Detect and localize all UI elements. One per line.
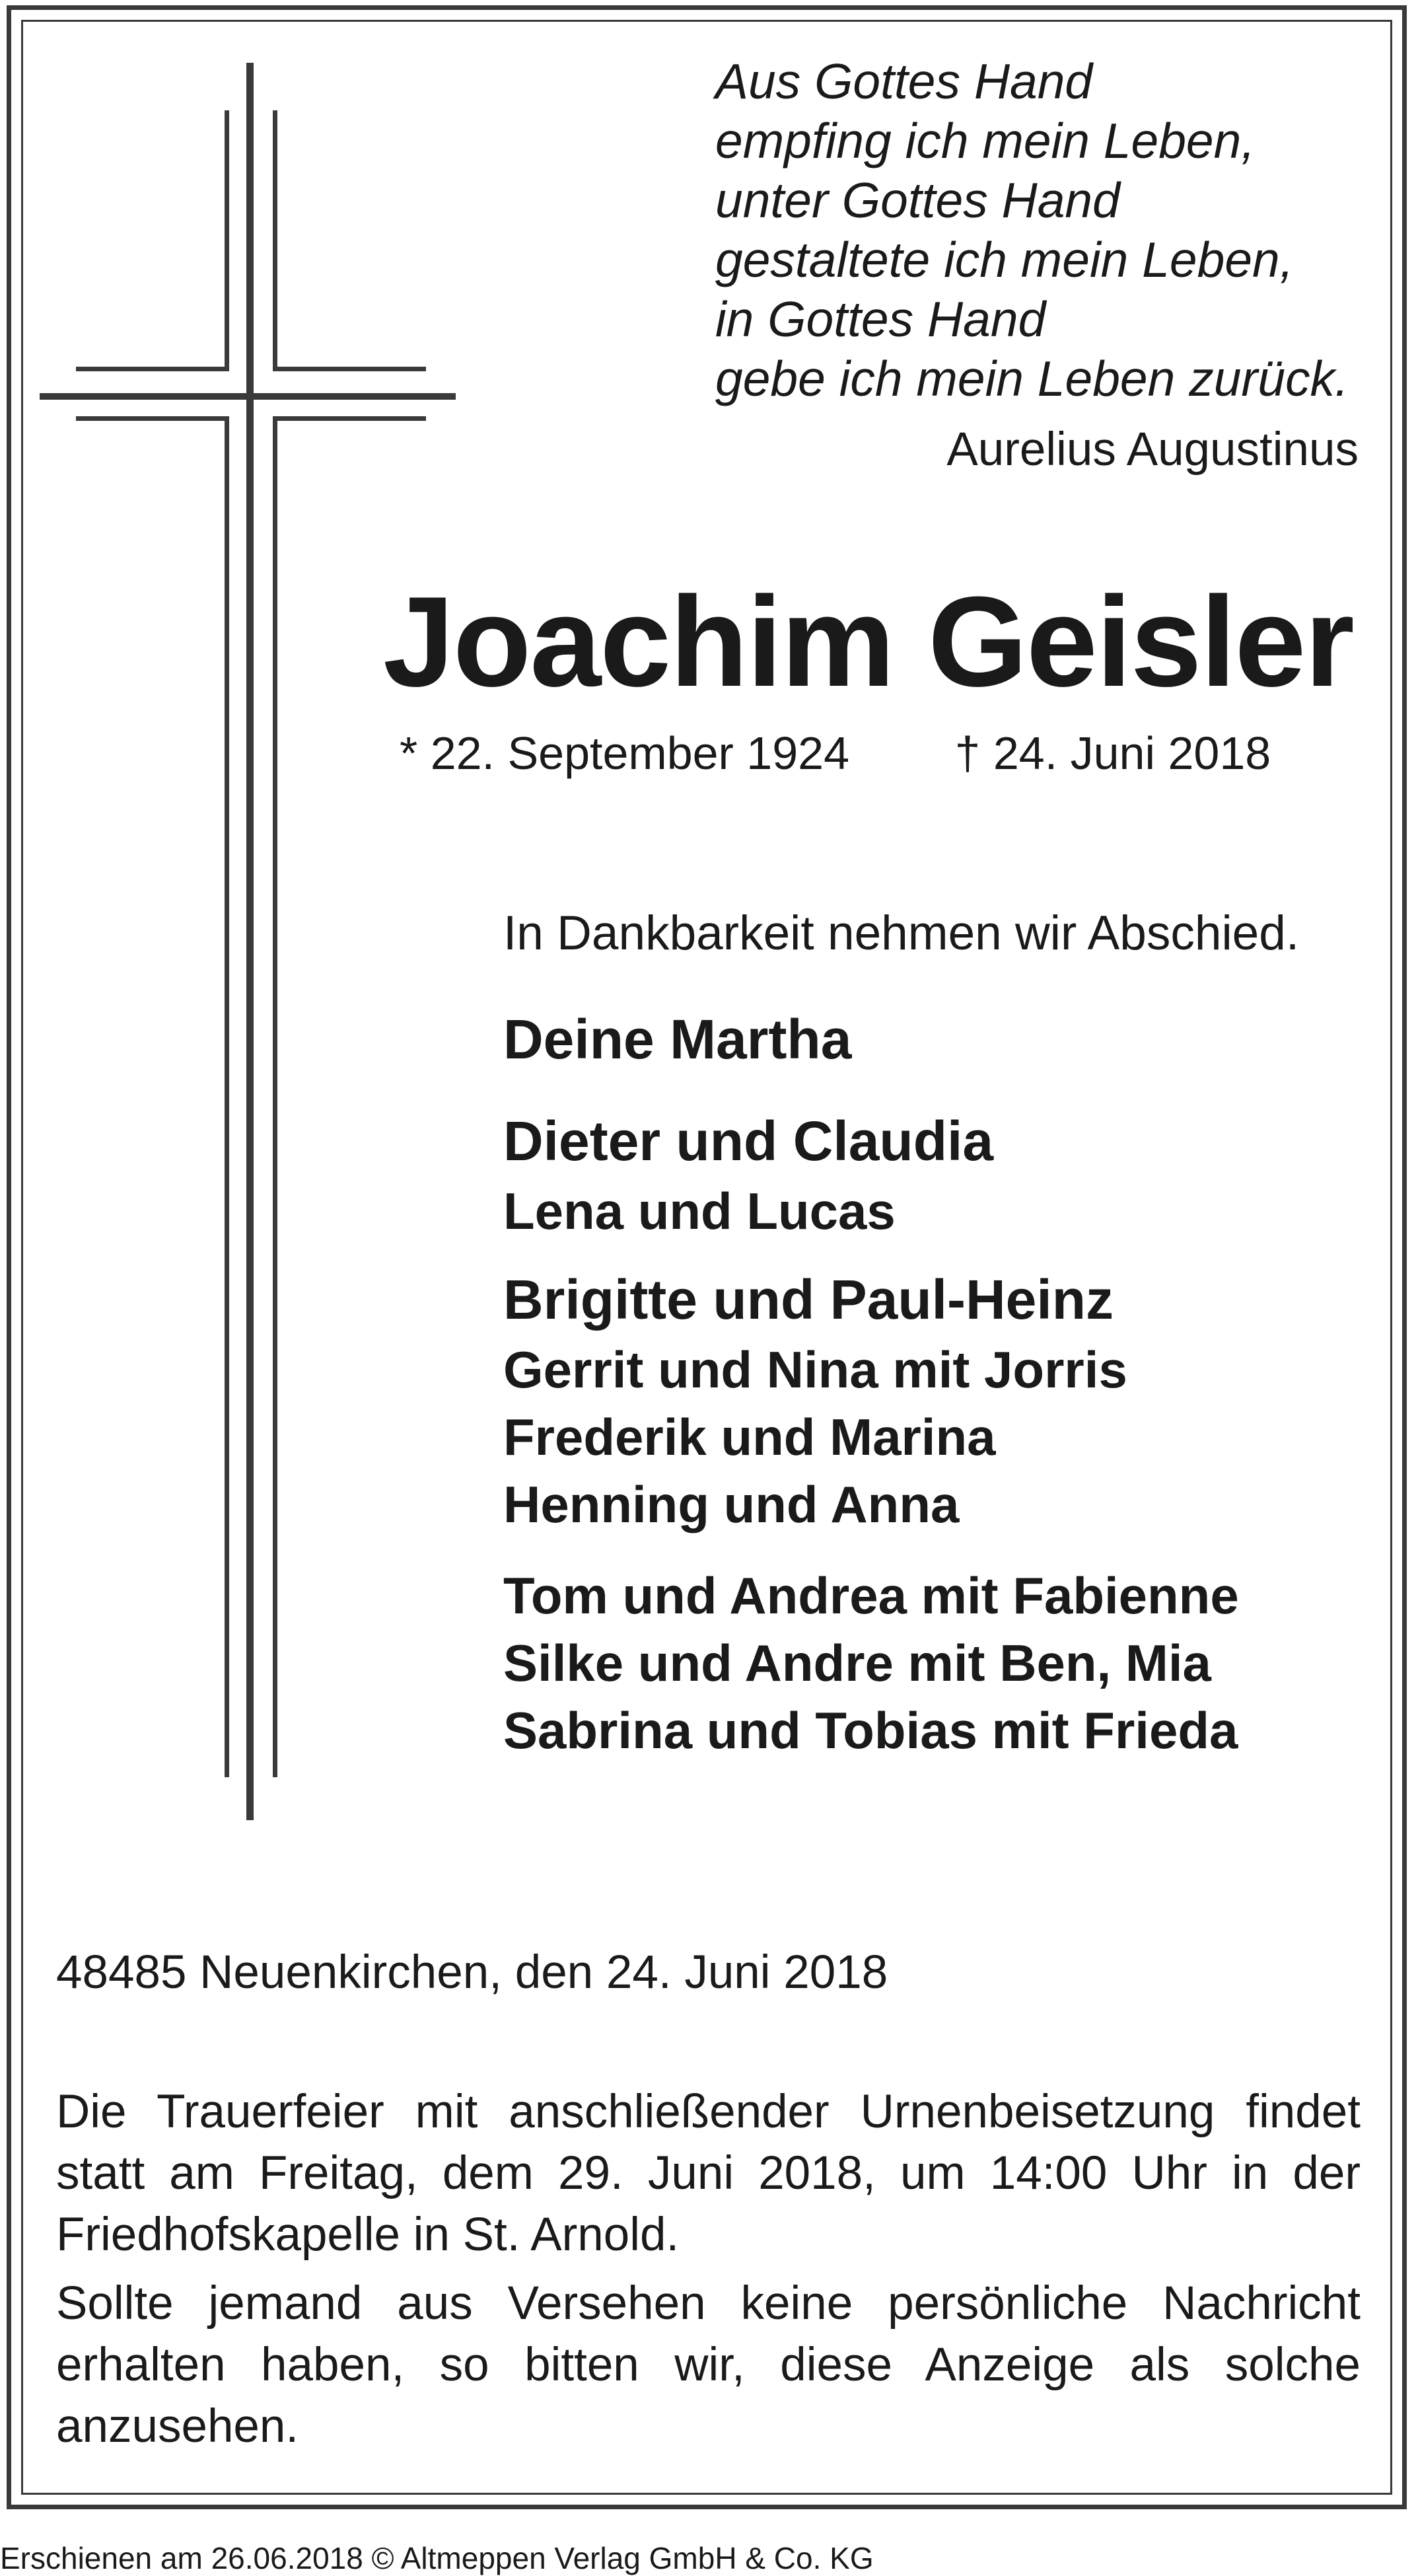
quote — [715, 52, 1376, 408]
mourner-group-head: Deine Martha — [503, 1008, 852, 1070]
personal-notice: Sollte jemand aus Versehen keine persönliche Nachricht erhalten haben, so bitten wir, diese Anzeige als solche anzusehen. — [56, 2277, 1361, 2452]
mourner-group — [503, 1003, 1382, 1076]
mourner-member: Tom und Andrea mit Fabienne — [503, 1566, 1239, 1625]
mourner-member: Frederik und Marina — [503, 1408, 996, 1466]
mourner-member: Sabrina und Tobias mit Frieda — [503, 1701, 1238, 1759]
place-date: 48485 Neuenkirchen, den 24. Juni 2018 — [56, 1946, 888, 1999]
cross-icon — [40, 63, 462, 1820]
mourner-member: Henning und Anna — [503, 1475, 960, 1533]
mourner-group — [503, 1105, 1382, 1245]
ceremony-notice: Die Trauerfeier mit anschließender Urnenbeisetzung findet statt am Freitag, dem 29. Juni 2018, um 14:00 Uhr in der Friedhofskapelle in St. Arnold. — [56, 2086, 1361, 2261]
quote-line: unter Gottes Hand — [715, 172, 1120, 228]
quote-line: gestaltete ich mein Leben, — [715, 232, 1294, 287]
quote-line: empfing ich mein Leben, — [715, 113, 1256, 168]
life-dates — [400, 727, 1271, 780]
quote-line: gebe ich mein Leben zurück. — [715, 351, 1349, 406]
farewell-intro: In Dankbarkeit nehmen wir Abschied. — [503, 906, 1300, 960]
publication-footer: Erschienen am 26.06.2018 © Altmeppen Verlag GmbH & Co. KG — [0, 2541, 874, 2575]
mourner-group-head: Brigitte und Paul-Heinz — [503, 1269, 1114, 1331]
birth-date: * 22. September 1924 — [400, 727, 850, 779]
mourner-member: Silke und Andre mit Ben, Mia — [503, 1634, 1211, 1692]
mourners-block — [503, 904, 1382, 1783]
quote-line: Aus Gottes Hand — [715, 54, 1093, 109]
quote-author: Aurelius Augustinus — [946, 423, 1359, 476]
quote-line: in Gottes Hand — [715, 291, 1046, 347]
mourner-group — [503, 1562, 1382, 1764]
mourner-group-head: Dieter und Claudia — [503, 1110, 994, 1172]
deceased-name: Joachim Geisler — [383, 570, 1353, 714]
mourner-member: Lena und Lucas — [503, 1182, 896, 1240]
mourner-group — [503, 1263, 1382, 1538]
death-date: † 24. Juni 2018 — [954, 727, 1271, 779]
mourner-member: Gerrit und Nina mit Jorris — [503, 1341, 1127, 1399]
